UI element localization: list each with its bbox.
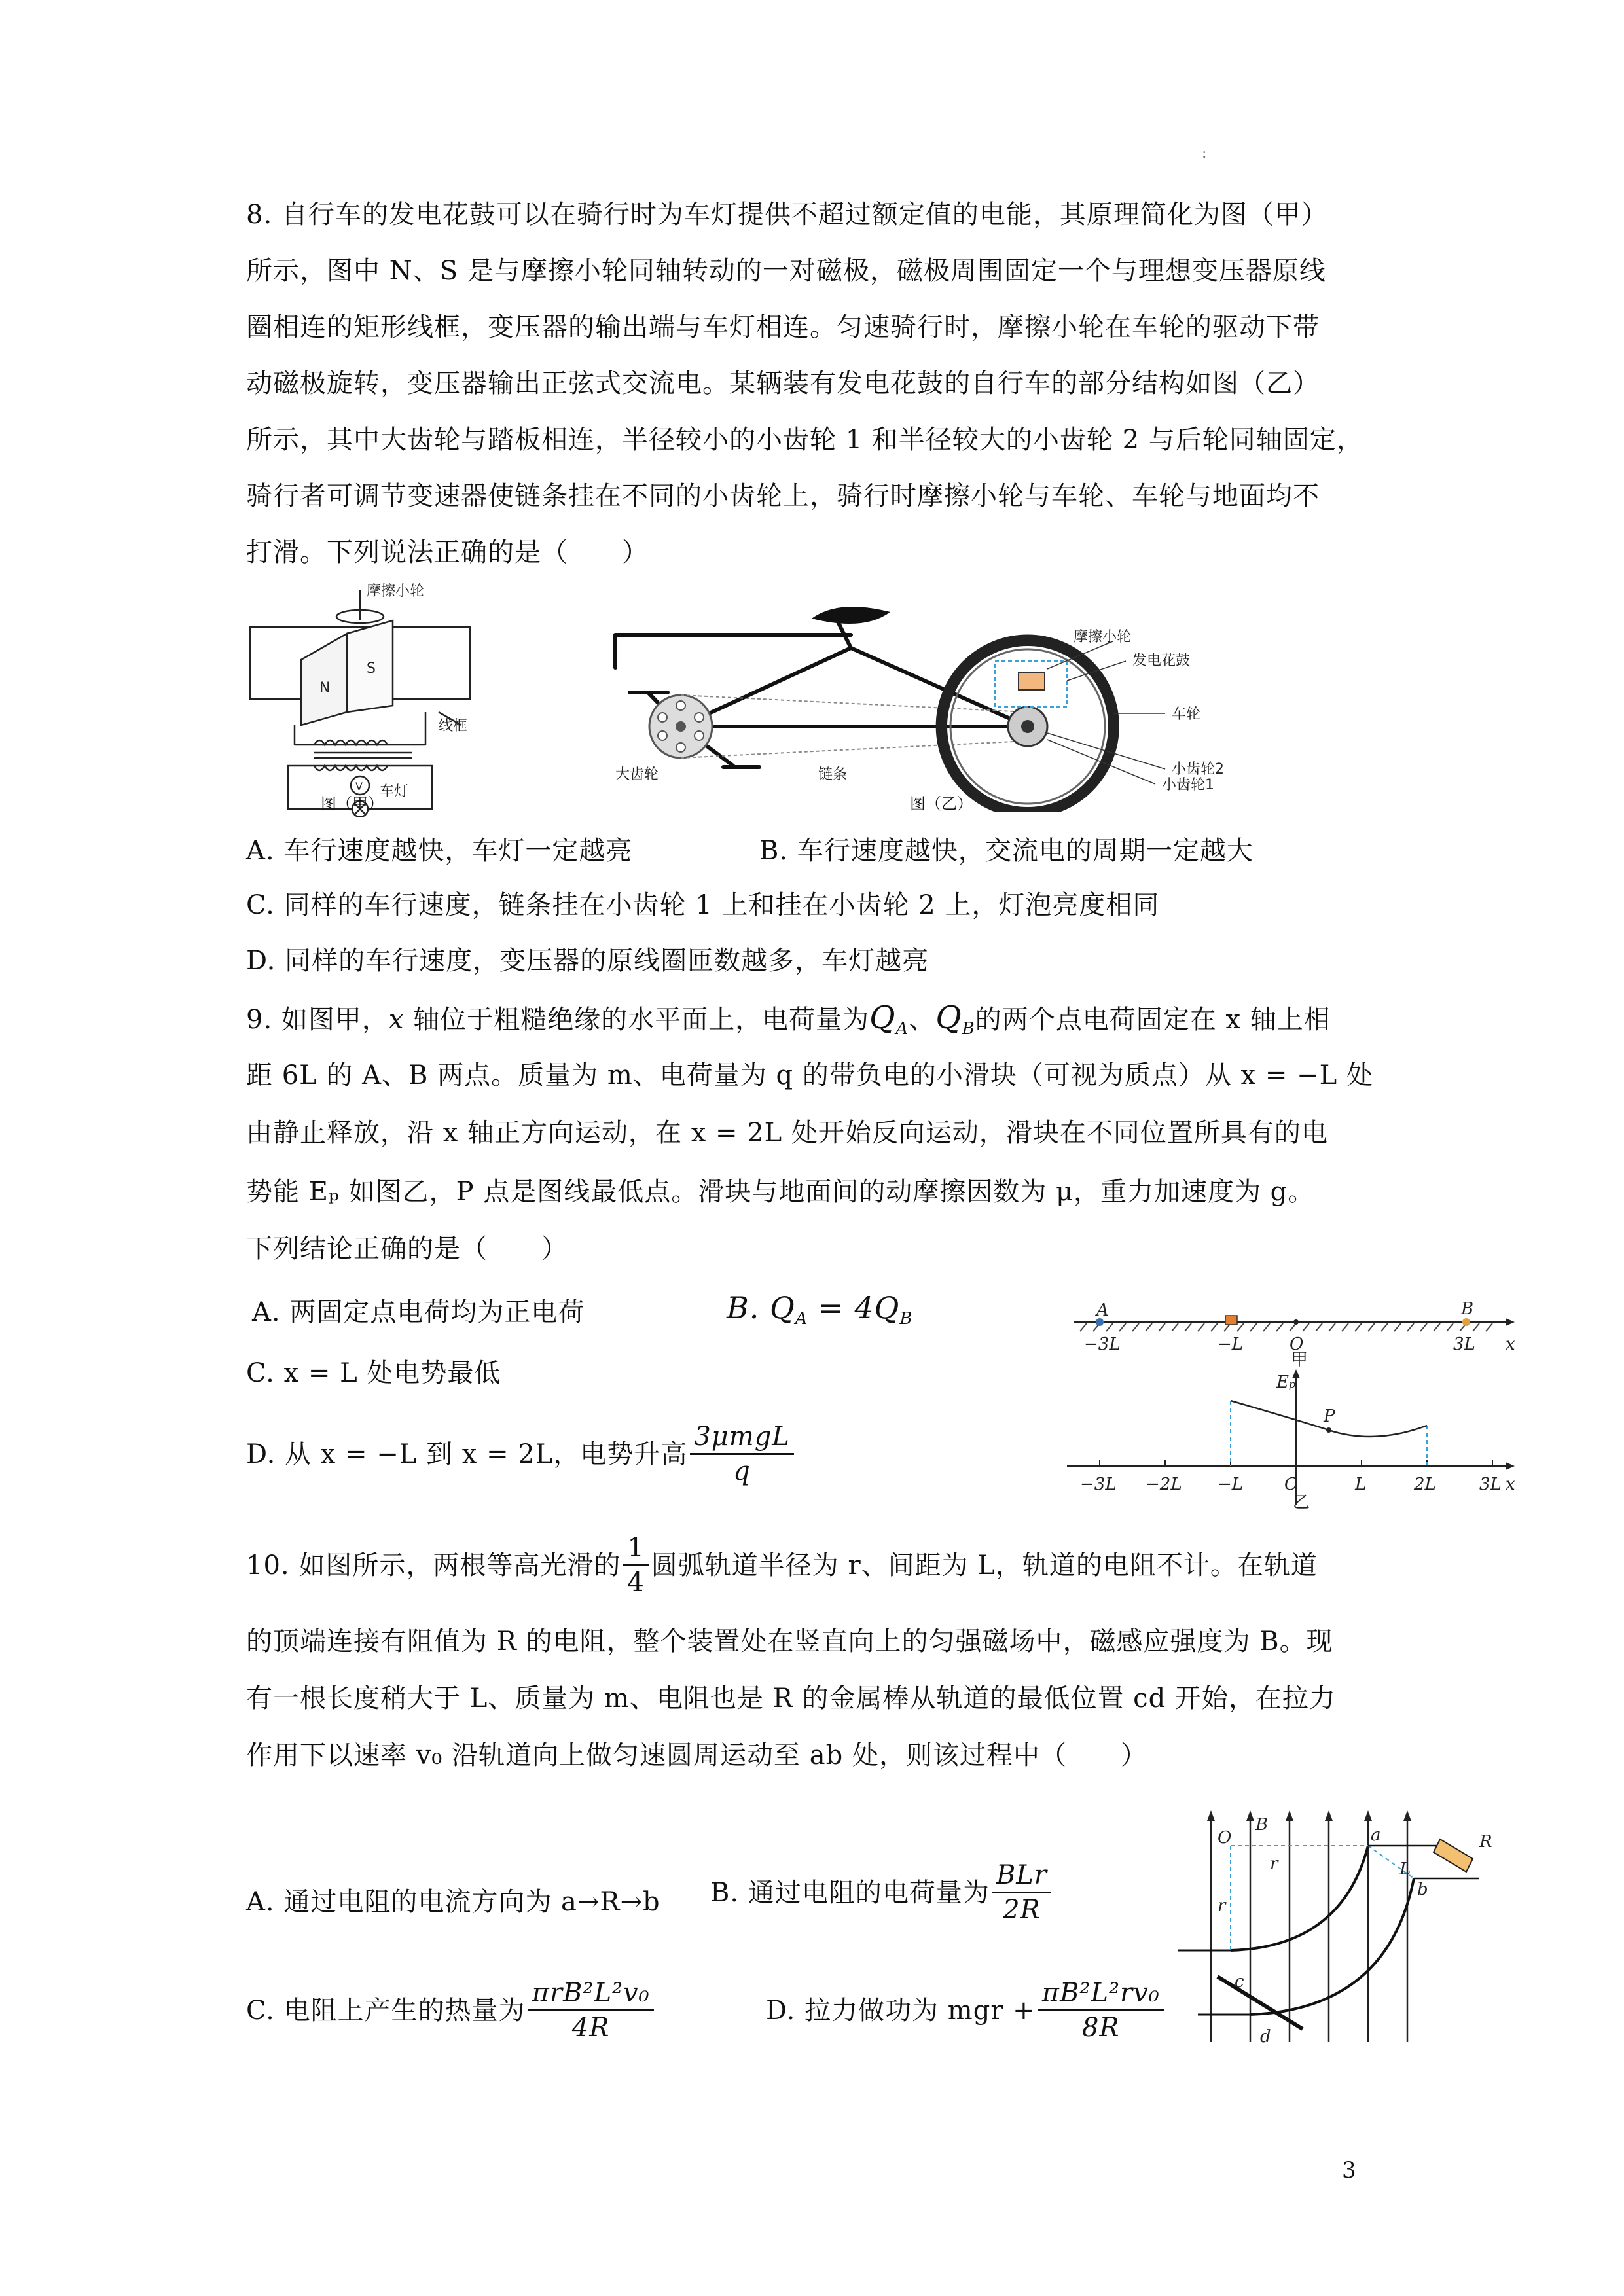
q8-line-5: 所示，其中大齿轮与踏板相连，半径较小的小齿轮 1 和半径较大的小齿轮 2 与后轮同轴固定， — [246, 425, 1363, 455]
q10-b-den: 2R — [1003, 1895, 1041, 1925]
q9-qa-sub: A — [895, 1019, 909, 1039]
q10-c-den: 4R — [571, 2013, 610, 2043]
q10-figure — [1172, 1806, 1499, 2049]
q10-line-1 — [246, 1532, 1318, 1599]
q8-yi-label-friction-wheel: 摩擦小轮 — [1074, 629, 1132, 645]
q8-jia-label-wheel: 摩擦小轮 — [367, 583, 425, 600]
q8-yi-label-gear1: 小齿轮1 — [1162, 777, 1214, 793]
q10-line1-a: 10. 如图所示，两根等高光滑的 — [246, 1550, 621, 1581]
q8-jia-label-v: V — [355, 780, 363, 793]
q10-d-den: 8R — [1081, 2013, 1120, 2043]
q10-fig-b: b — [1417, 1880, 1428, 1899]
q8-option-c: C. 同样的车行速度，链条挂在小齿轮 1 上和挂在小齿轮 2 上，灯泡亮度相同 — [246, 890, 1160, 920]
q9-yi-tick-l: L — [1355, 1475, 1367, 1494]
q8-line-3: 圈相连的矩形线框，变压器的输出端与车灯相连。匀速骑行时，摩擦小轮在车轮的驱动下带 — [246, 312, 1320, 342]
q9-yi-tick-o: O — [1284, 1475, 1299, 1494]
q9-jia-tick-3l: 3L — [1453, 1335, 1475, 1354]
q10-fig-r: R — [1479, 1832, 1492, 1852]
q9-jia-x: x — [1506, 1335, 1515, 1354]
q10-line-2: 的顶端连接有阻值为 R 的电阻，整个装置处在竖直向上的匀强磁场中，磁感应强度为 B。现 — [246, 1626, 1333, 1657]
q10-fig-b-field: B — [1255, 1815, 1269, 1835]
q8-yi-label-wheel: 车轮 — [1172, 706, 1201, 723]
q9-jia-a: A — [1096, 1300, 1109, 1320]
q10-c-pre: C. 电阻上产生的热量为 — [246, 1995, 526, 2026]
q8-line-4: 动磁极旋转，变压器输出正弦式交流电。某辆装有发电花鼓的自行车的部分结构如图（乙） — [246, 368, 1320, 399]
q10-line-4: 作用下以速率 v₀ 沿轨道向上做匀速圆周运动至 ab 处，则该过程中（ ） — [246, 1740, 1147, 1770]
header-mark: : — [1202, 145, 1207, 162]
q9-figure-jia — [1060, 1296, 1519, 1368]
q8-jia-label-s: S — [367, 660, 376, 677]
q9-jia-b: B — [1461, 1299, 1474, 1319]
q10-frac-den: 4 — [627, 1568, 645, 1598]
q10-fig-r2: r — [1218, 1896, 1226, 1916]
q10-fig-o: O — [1218, 1828, 1232, 1848]
q8-jia-label-lamp: 车灯 — [380, 783, 409, 800]
q10-frac-num: 1 — [623, 1532, 648, 1566]
q9-d-den: q — [733, 1456, 751, 1486]
q9-yi-tick-2l: 2L — [1414, 1475, 1436, 1494]
page-number: 3 — [1342, 2157, 1356, 2183]
q9-option-c: C. x = L 处电势最低 — [246, 1358, 501, 1388]
q10-b-num: BLr — [992, 1859, 1051, 1893]
q8-jia-label-frame: 线框 — [439, 718, 468, 734]
q8-jia-caption: 图（甲） — [321, 795, 384, 813]
q9-jia-tick-ml: −L — [1218, 1335, 1244, 1354]
q9-jia-tick-o: O — [1290, 1335, 1304, 1354]
q9-sep: 、 — [909, 1005, 936, 1035]
q9-yi-p: P — [1324, 1407, 1335, 1426]
q9-yi-tick-ml: −L — [1218, 1475, 1244, 1494]
q10-option-d — [766, 1977, 1166, 2044]
q9-b-label: B. Q — [727, 1290, 795, 1325]
q9-line-2: 距 6L 的 A、B 两点。质量为 m、电荷量为 q 的带负电的小滑块（可视为质点）从 x = −L 处 — [246, 1060, 1373, 1090]
q8-line-6: 骑行者可调节变速器使链条挂在不同的小齿轮上，骑行时摩擦小轮与车轮、车轮与地面均不 — [246, 481, 1320, 511]
q10-b-fraction — [992, 1859, 1051, 1926]
q9-line1-b: 轴位于粗糙绝缘的水平面上，电荷量为 — [404, 1005, 870, 1035]
q10-c-fraction — [528, 1977, 654, 2044]
q10-fig-l: L — [1399, 1859, 1411, 1879]
q10-d-fraction — [1038, 1977, 1164, 2044]
q9-d-fraction — [690, 1420, 794, 1488]
q8-figure-jia — [242, 581, 478, 817]
q10-d-pre: D. 拉力做功为 mgr + — [766, 1995, 1036, 2026]
q9-option-d — [246, 1420, 797, 1488]
q8-yi-label-big-gear: 大齿轮 — [615, 766, 659, 783]
q9-line1-a: 9. 如图甲， — [246, 1005, 389, 1035]
q8-option-b: B. 车行速度越快，交流电的周期一定越大 — [759, 836, 1254, 866]
q9-yi-caption: 乙 — [1293, 1493, 1310, 1512]
q8-line-2: 所示，图中 N、S 是与摩擦小轮同轴转动的一对磁极，磁极周围固定一个与理想变压器原线 — [246, 256, 1326, 286]
q9-yi-tick-m3l: −3L — [1080, 1475, 1117, 1494]
q9-b-mid: = 4Q — [808, 1290, 900, 1325]
q10-b-pre: B. 通过电阻的电荷量为 — [710, 1877, 990, 1908]
q10-fig-c: c — [1235, 1972, 1244, 1992]
q10-line-3: 有一根长度稍大于 L、质量为 m、电阻也是 R 的金属棒从轨道的最低位置 cd 开始，在拉力 — [246, 1683, 1336, 1713]
q8-figure-yi — [602, 596, 1335, 812]
q9-line-5: 下列结论正确的是（ ） — [246, 1234, 568, 1264]
q8-line-7: 打滑。下列说法正确的是（ ） — [246, 537, 649, 567]
q10-fig-a: a — [1371, 1825, 1381, 1845]
q10-fig-r1: r — [1270, 1854, 1278, 1874]
q9-yi-x: x — [1506, 1475, 1515, 1494]
q9-jia-caption: 甲 — [1291, 1350, 1308, 1368]
q9-d-pre: D. 从 x = −L 到 x = 2L，电势升高 — [246, 1439, 688, 1469]
q9-line1-c: 的两个点电荷固定在 x 轴上相 — [975, 1005, 1331, 1035]
q9-figure-yi — [1060, 1368, 1519, 1512]
q8-yi-label-gear2: 小齿轮2 — [1172, 761, 1224, 778]
q9-option-a: A. 两固定点电荷均为正电荷 — [252, 1297, 585, 1327]
q8-option-a: A. 车行速度越快，车灯一定越亮 — [246, 836, 633, 866]
q10-fig-d: d — [1260, 2027, 1271, 2047]
q10-option-a: A. 通过电阻的电流方向为 a→R→b — [246, 1887, 660, 1917]
q9-qb-sub: B — [962, 1019, 975, 1039]
q9-yi-tick-3l: 3L — [1479, 1475, 1502, 1494]
q10-line1-b: 圆弧轨道半径为 r、间距为 L，轨道的电阻不计。在轨道 — [651, 1550, 1318, 1581]
q10-quarter-fraction — [623, 1532, 648, 1599]
q8-yi-caption: 图（乙） — [910, 795, 973, 813]
q8-line-1: 8. 自行车的发电花鼓可以在骑行时为车灯提供不超过额定值的电能，其原理简化为图（甲） — [246, 200, 1328, 230]
q10-c-num: πrB²L²v₀ — [528, 1977, 654, 2011]
q9-d-num: 3μmgL — [690, 1420, 794, 1455]
q9-b-sub2: B — [899, 1309, 913, 1329]
q9-qa: Q — [869, 999, 896, 1036]
q9-qb: Q — [935, 999, 962, 1036]
q9-line1-x: x — [388, 1005, 405, 1035]
q9-option-b — [727, 1289, 912, 1337]
q9-jia-tick-m3l: −3L — [1084, 1335, 1121, 1354]
q9-line-3: 由静止释放，沿 x 轴正方向运动，在 x = 2L 处开始反向运动，滑块在不同位置所具有的电 — [246, 1118, 1328, 1148]
q9-yi-ylabel: Eₚ — [1276, 1372, 1296, 1392]
q9-line-4: 势能 Eₚ 如图乙，P 点是图线最低点。滑块与地面间的动摩擦因数为 μ，重力加速度为 g。 — [246, 1177, 1315, 1207]
q8-jia-label-n: N — [319, 680, 331, 696]
q10-option-c — [246, 1977, 657, 2044]
q8-option-d: D. 同样的车行速度，变压器的原线圈匝数越多，车灯越亮 — [246, 946, 929, 976]
q8-yi-label-hub: 发电花鼓 — [1132, 653, 1191, 669]
q10-option-b — [710, 1859, 1054, 1926]
q9-b-sub1: A — [795, 1309, 808, 1329]
q9-yi-tick-m2l: −2L — [1146, 1475, 1182, 1494]
q10-d-num: πB²L²rv₀ — [1038, 1977, 1164, 2011]
q9-line-1 — [246, 999, 1331, 1047]
q8-yi-label-chain: 链条 — [818, 766, 848, 783]
